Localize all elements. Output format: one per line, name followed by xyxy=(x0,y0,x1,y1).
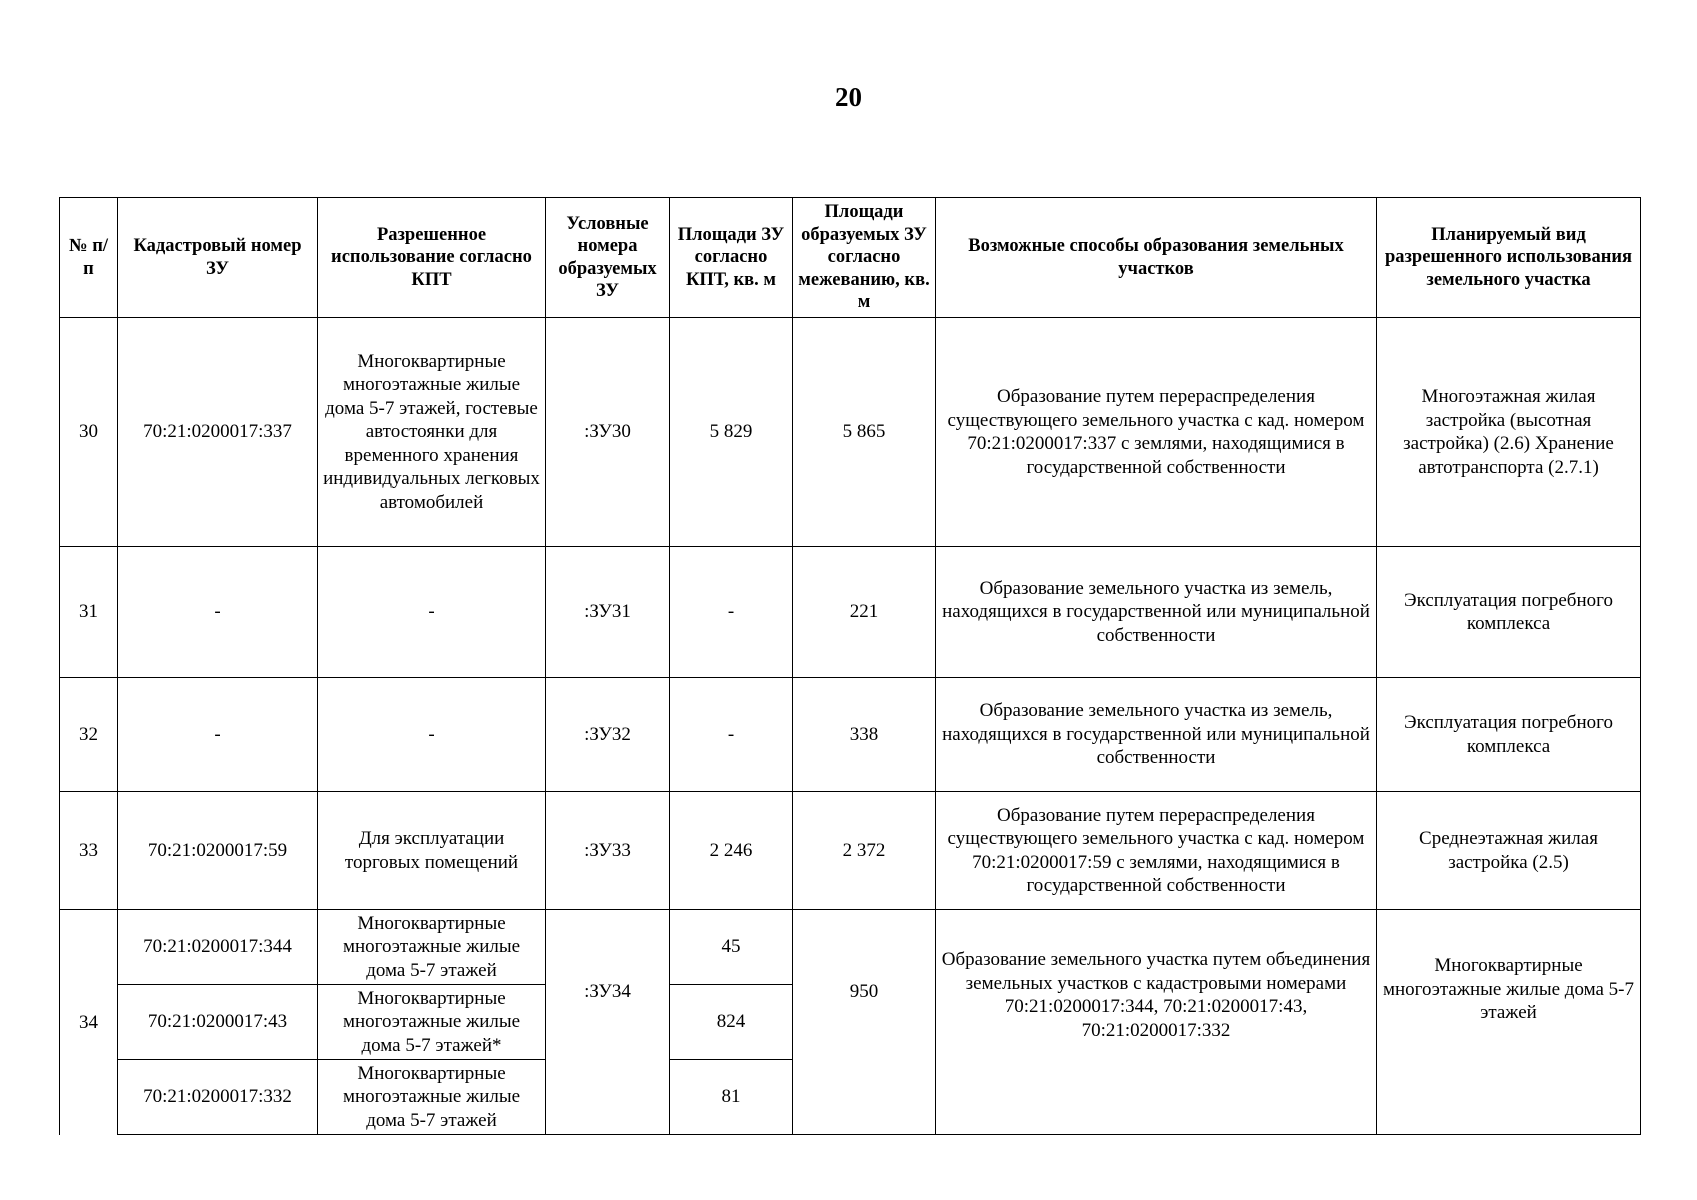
land-plots-table xyxy=(59,197,1641,1135)
cell-conditional-number: :ЗУ30 xyxy=(546,318,670,547)
cell-permitted-use: - xyxy=(318,678,546,792)
cell-cadastral-number: 70:21:0200017:337 xyxy=(118,318,318,547)
cell-area-kpt: - xyxy=(670,678,793,792)
cell-permitted-use: Многоквартирные многоэтажные жилые дома 5-7 этажей* xyxy=(318,985,546,1060)
cell-formation-method: Образование земельного участка из земель, находящихся в государственной или муниципальной собственности xyxy=(936,678,1377,792)
cell-cadastral-number: 70:21:0200017:332 xyxy=(118,1060,318,1135)
header-planned-use: Планируемый вид разрешенного использования земельного участка xyxy=(1377,198,1641,318)
cell-formation-method: Образование путем перераспределения существующего земельного участка с кад. номером 70:21:0200017:337 с землями, находящимися в государственной собственности xyxy=(936,318,1377,547)
header-num: № п/п xyxy=(60,198,118,318)
cell-area-kpt: 824 xyxy=(670,985,793,1060)
table-header-row xyxy=(60,198,1641,318)
header-permitted-use: Разрешенное использование согласно КПТ xyxy=(318,198,546,318)
cell-conditional-number: :ЗУ34 xyxy=(546,910,670,1135)
cell-cadastral-number: 70:21:0200017:59 xyxy=(118,792,318,910)
cell-area-kpt: 81 xyxy=(670,1060,793,1135)
table-row xyxy=(60,792,1641,910)
cell-area-survey: 5 865 xyxy=(793,318,936,547)
header-conditional-numbers: Условные номера образуемых ЗУ xyxy=(546,198,670,318)
table-row xyxy=(60,547,1641,678)
cell-conditional-number: :ЗУ33 xyxy=(546,792,670,910)
cell-formation-method: Образование путем перераспределения существующего земельного участка с кад. номером 70:21:0200017:59 с землями, находящимися в государственной собственности xyxy=(936,792,1377,910)
cell-area-kpt: 45 xyxy=(670,910,793,985)
cell-planned-use: Многоквартирные многоэтажные жилые дома 5-7 этажей xyxy=(1377,910,1641,1135)
cell-cadastral-number: 70:21:0200017:344 xyxy=(118,910,318,985)
cell-num: 33 xyxy=(60,792,118,910)
table-row xyxy=(60,910,1641,985)
header-cadastral-number: Кадастровый номер ЗУ xyxy=(118,198,318,318)
cell-area-kpt: 2 246 xyxy=(670,792,793,910)
cell-area-survey: 338 xyxy=(793,678,936,792)
page-number: 20 xyxy=(835,82,862,112)
cell-permitted-use: Многоквартирные многоэтажные жилые дома 5-7 этажей xyxy=(318,910,546,985)
cell-area-survey: 950 xyxy=(793,910,936,1135)
cell-permitted-use: - xyxy=(318,547,546,678)
cell-num: 34 xyxy=(60,910,118,1135)
cell-planned-use: Среднеэтажная жилая застройка (2.5) xyxy=(1377,792,1641,910)
cell-num: 32 xyxy=(60,678,118,792)
cell-conditional-number: :ЗУ31 xyxy=(546,547,670,678)
cell-num: 31 xyxy=(60,547,118,678)
cell-formation-method: Образование земельного участка из земель, находящихся в государственной или муниципальной собственности xyxy=(936,547,1377,678)
cell-area-survey: 221 xyxy=(793,547,936,678)
header-formation-methods: Возможные способы образования земельных участков xyxy=(936,198,1377,318)
table-row xyxy=(60,318,1641,547)
cell-num: 30 xyxy=(60,318,118,547)
cell-area-kpt: 5 829 xyxy=(670,318,793,547)
header-area-survey: Площади образуемых ЗУ согласно межеванию, кв. м xyxy=(793,198,936,318)
table-row xyxy=(60,678,1641,792)
cell-cadastral-number: 70:21:0200017:43 xyxy=(118,985,318,1060)
header-area-kpt: Площади ЗУ согласно КПТ, кв. м xyxy=(670,198,793,318)
cell-formation-method: Образование земельного участка путем объединения земельных участков с кадастровыми номерами 70:21:0200017:344, 70:21:0200017:43, 70:21:0200017:332 xyxy=(936,910,1377,1135)
cell-cadastral-number: - xyxy=(118,678,318,792)
cell-area-survey: 2 372 xyxy=(793,792,936,910)
cell-conditional-number: :ЗУ32 xyxy=(546,678,670,792)
cell-cadastral-number: - xyxy=(118,547,318,678)
cell-planned-use: Эксплуатация погребного комплекса xyxy=(1377,678,1641,792)
cell-area-kpt: - xyxy=(670,547,793,678)
cell-permitted-use: Многоквартирные многоэтажные жилые дома 5-7 этажей, гостевые автостоянки для временного хранения индивидуальных легковых автомобилей xyxy=(318,318,546,547)
cell-planned-use: Многоэтажная жилая застройка (высотная застройка) (2.6) Хранение автотранспорта (2.7.1) xyxy=(1377,318,1641,547)
cell-permitted-use: Для эксплуатации торговых помещений xyxy=(318,792,546,910)
cell-permitted-use: Многоквартирные многоэтажные жилые дома 5-7 этажей xyxy=(318,1060,546,1135)
cell-planned-use: Эксплуатация погребного комплекса xyxy=(1377,547,1641,678)
